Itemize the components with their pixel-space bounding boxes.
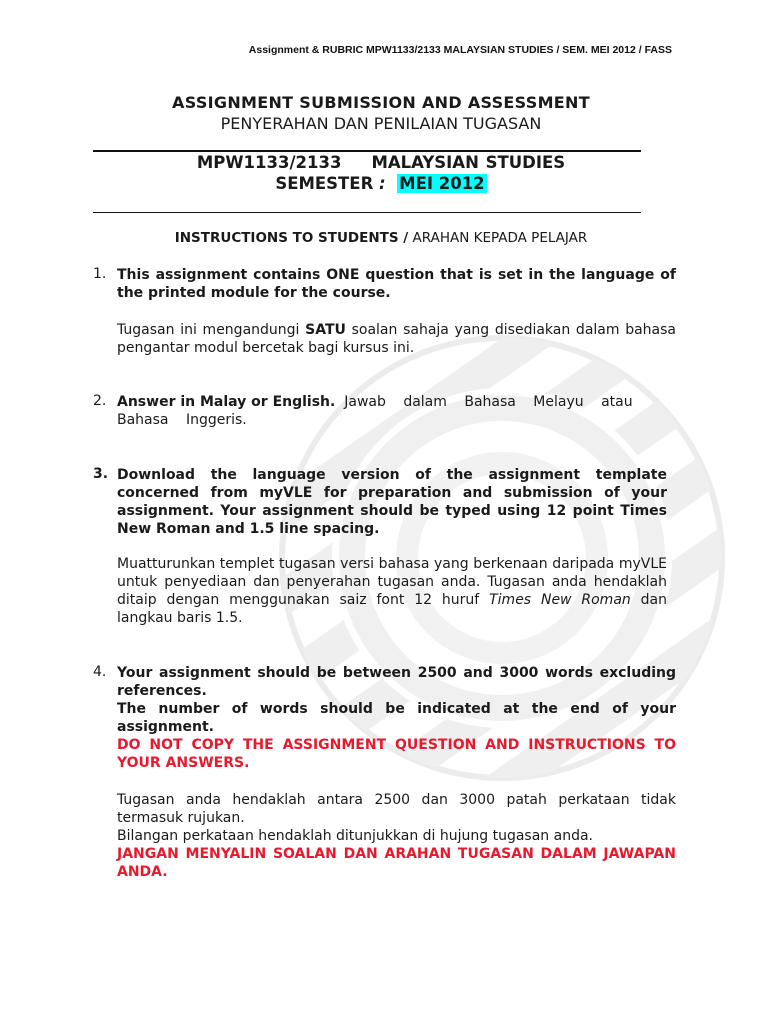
item-number: 4. xyxy=(93,664,107,680)
item-4-english-warning: DO NOT COPY THE ASSIGNMENT QUESTION AND INSTRUCTIONS TO YOUR ANSWERS. xyxy=(117,737,676,771)
semester-value: MEI 2012 xyxy=(399,174,485,193)
item-number: 1. xyxy=(93,266,107,282)
item-4-english-count: The number of words should be indicated at the end of your assignment. xyxy=(117,701,676,735)
section-divider xyxy=(93,212,641,213)
document-title: ASSIGNMENT SUBMISSION AND ASSESSMENT xyxy=(172,93,590,112)
title-divider xyxy=(93,150,641,152)
page-header: Assignment & RUBRIC MPW1133/2133 MALAYSIAN STUDIES / SEM. MEI 2012 / FASS xyxy=(248,44,672,56)
instructions-heading-ms: ARAHAN KEPADA PELAJAR xyxy=(412,230,588,246)
item-2-malay: Jawab dalam Bahasa Melayu atau Bahasa Inggeris. xyxy=(117,394,633,428)
font-name-italic: Times New Roman xyxy=(489,592,631,608)
instructions-heading-en: INSTRUCTIONS TO STUDENTS / xyxy=(174,230,409,246)
document-subtitle: PENYERAHAN DAN PENILAIAN TUGASAN xyxy=(220,114,542,133)
item-3-malay: Muatturunkan templet tugasan versi bahasa yang berkenaan daripada myVLE untuk penyediaan dan penyerahan tugasan anda. Tugasan anda hendaklah ditaip dengan menggunakan saiz font 12 huruf Times New Roman dan langkau baris 1.5. xyxy=(117,556,667,626)
semester-label: SEMESTER xyxy=(275,174,374,193)
item-2-text xyxy=(117,393,676,429)
course-name: MALAYSIAN STUDIES xyxy=(371,153,566,172)
item-3-english: Download the language version of the assignment template concerned from myVLE for preparation and submission of your assignment. Your assignment should be typed using 12 point Times New Roman and 1.5 line spacing. xyxy=(117,467,667,537)
item-4-malay-count: Bilangan perkataan hendaklah ditunjukkan di hujung tugasan anda. xyxy=(117,828,593,844)
item-4-malay-words: Tugasan anda hendaklah antara 2500 dan 3000 patah perkataan tidak termasuk rujukan. xyxy=(117,792,676,826)
item-4-malay-warning: JANGAN MENYALIN SOALAN DAN ARAHAN TUGASAN DALAM JAWAPAN ANDA. xyxy=(117,846,676,880)
item-2-english: Answer in Malay or English. xyxy=(117,394,336,410)
item-1-english: This assignment contains ONE question that is set in the language of the printed module for the course. xyxy=(117,267,676,301)
course-line xyxy=(0,153,762,172)
emphasis-satu: SATU xyxy=(305,322,346,338)
semester-colon: : xyxy=(379,174,386,193)
item-4-english-words: Your assignment should be between 2500 and 3000 words excluding references. xyxy=(117,665,676,699)
item-1-malay: Tugasan ini mengandungi SATU soalan sahaja yang disediakan dalam bahasa pengantar modul bercetak bagi kursus ini. xyxy=(117,322,676,356)
course-code: MPW1133/2133 xyxy=(196,153,342,172)
item-number: 3. xyxy=(93,466,109,482)
semester-line xyxy=(0,174,762,193)
instructions-heading xyxy=(0,230,762,246)
item-number: 2. xyxy=(93,393,107,409)
